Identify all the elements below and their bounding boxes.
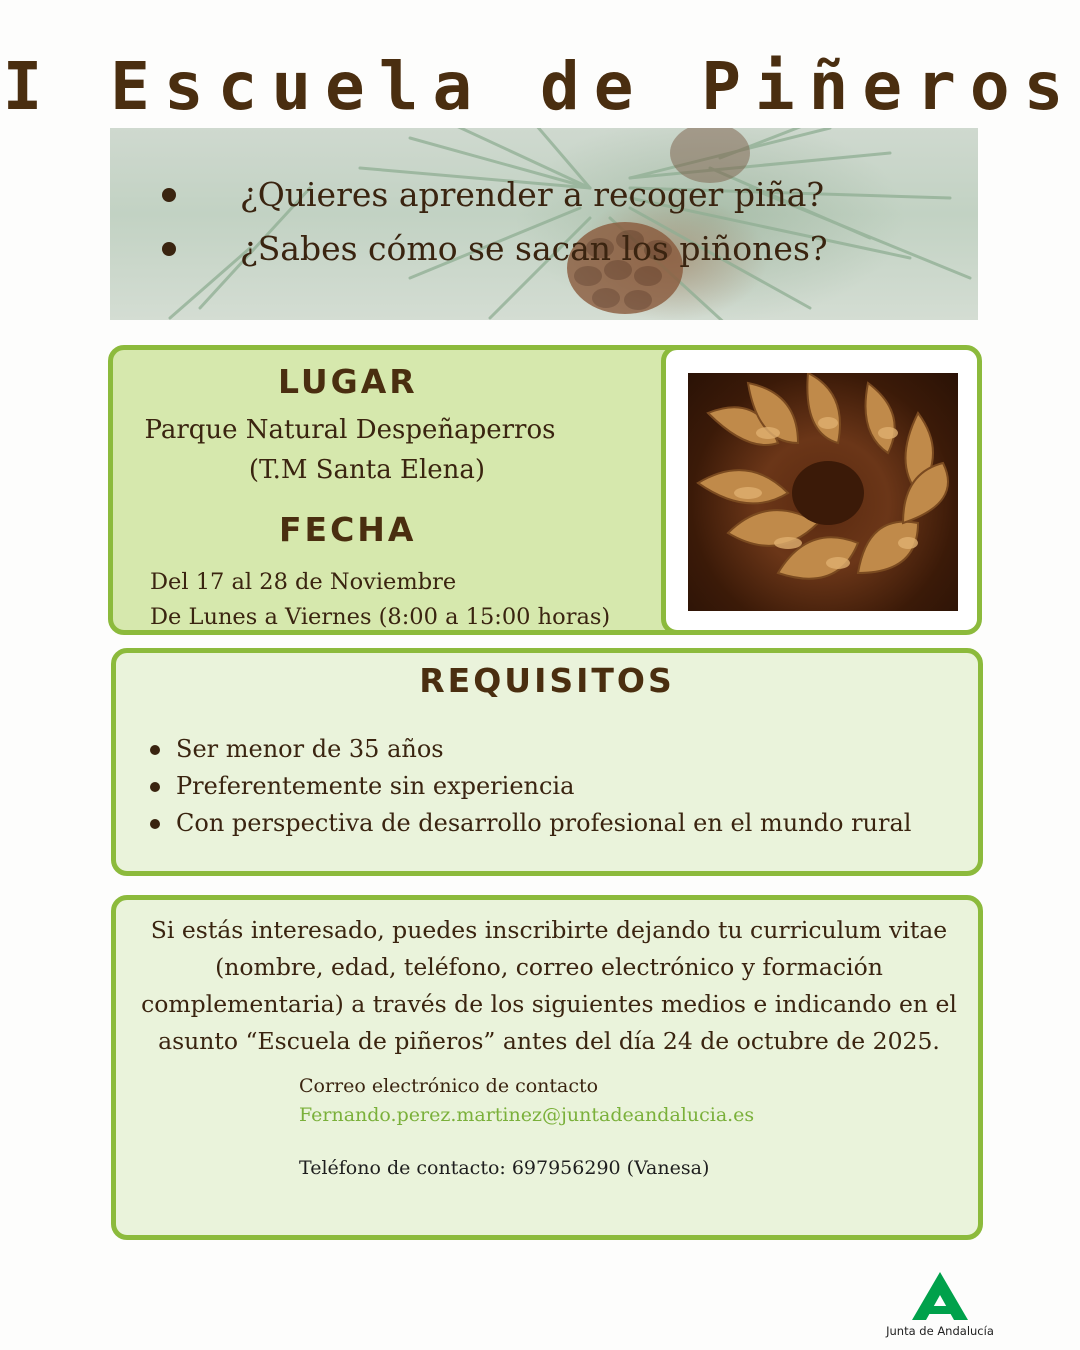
lugar-line-2: (T.M Santa Elena) bbox=[248, 455, 486, 485]
photo-frame bbox=[661, 345, 982, 635]
requirements-panel bbox=[111, 648, 983, 876]
contact-details bbox=[299, 1072, 754, 1183]
list-item: Preferentemente sin experiencia bbox=[146, 768, 911, 805]
question-text: ¿Quieres aprender a recoger piña? bbox=[240, 175, 825, 214]
junta-andalucia-logo bbox=[876, 1268, 1004, 1340]
requirements-list bbox=[146, 731, 911, 842]
requisitos-heading: REQUISITOS bbox=[419, 661, 675, 700]
junta-logo-icon bbox=[876, 1268, 1004, 1324]
registration-instructions: Si estás interesado, puedes inscribirte dejando tu curriculum vitae (nombre, edad, teléfono, correo electrónico y formación complementaria) a través de los siguientes medios e indicando en el asunto “Escuela de piñeros” antes del día 24 de octubre de 2025. bbox=[141, 916, 957, 1055]
bullet-icon bbox=[162, 242, 176, 256]
spacer bbox=[299, 1130, 754, 1154]
banner-questions bbox=[110, 168, 978, 276]
question-text: ¿Sabes cómo se sacan los piñones? bbox=[240, 229, 828, 268]
lugar-heading: LUGAR bbox=[278, 362, 418, 401]
list-item: Con perspectiva de desarrollo profesional en el mundo rural bbox=[146, 805, 911, 842]
lugar-line-1: Parque Natural Despeñaperros bbox=[144, 415, 556, 445]
pinecone-scales-illustration bbox=[688, 373, 958, 611]
location-date-panel bbox=[108, 345, 982, 635]
fecha-heading: FECHA bbox=[279, 510, 417, 549]
email-link[interactable]: Fernando.perez.martinez@juntadeandalucia.es bbox=[299, 1104, 755, 1126]
bullet-icon bbox=[162, 188, 176, 202]
logo-caption: Junta de Andalucía bbox=[886, 1324, 994, 1338]
list-item bbox=[110, 168, 978, 222]
pinecone-closeup-photo bbox=[688, 373, 958, 611]
list-item bbox=[110, 222, 978, 276]
banner-pine-photo bbox=[110, 128, 978, 320]
fecha-line-2: De Lunes a Viernes (8:00 a 15:00 horas) bbox=[150, 604, 611, 630]
phone-contact: Teléfono de contacto: 697956290 (Vanesa) bbox=[299, 1157, 710, 1179]
contact-panel bbox=[111, 895, 983, 1240]
poster-title: I Escuela de Piñeros bbox=[2, 48, 1078, 125]
list-item: Ser menor de 35 años bbox=[146, 731, 911, 768]
email-label: Correo electrónico de contacto bbox=[299, 1075, 599, 1097]
fecha-line-1: Del 17 al 28 de Noviembre bbox=[150, 569, 457, 595]
